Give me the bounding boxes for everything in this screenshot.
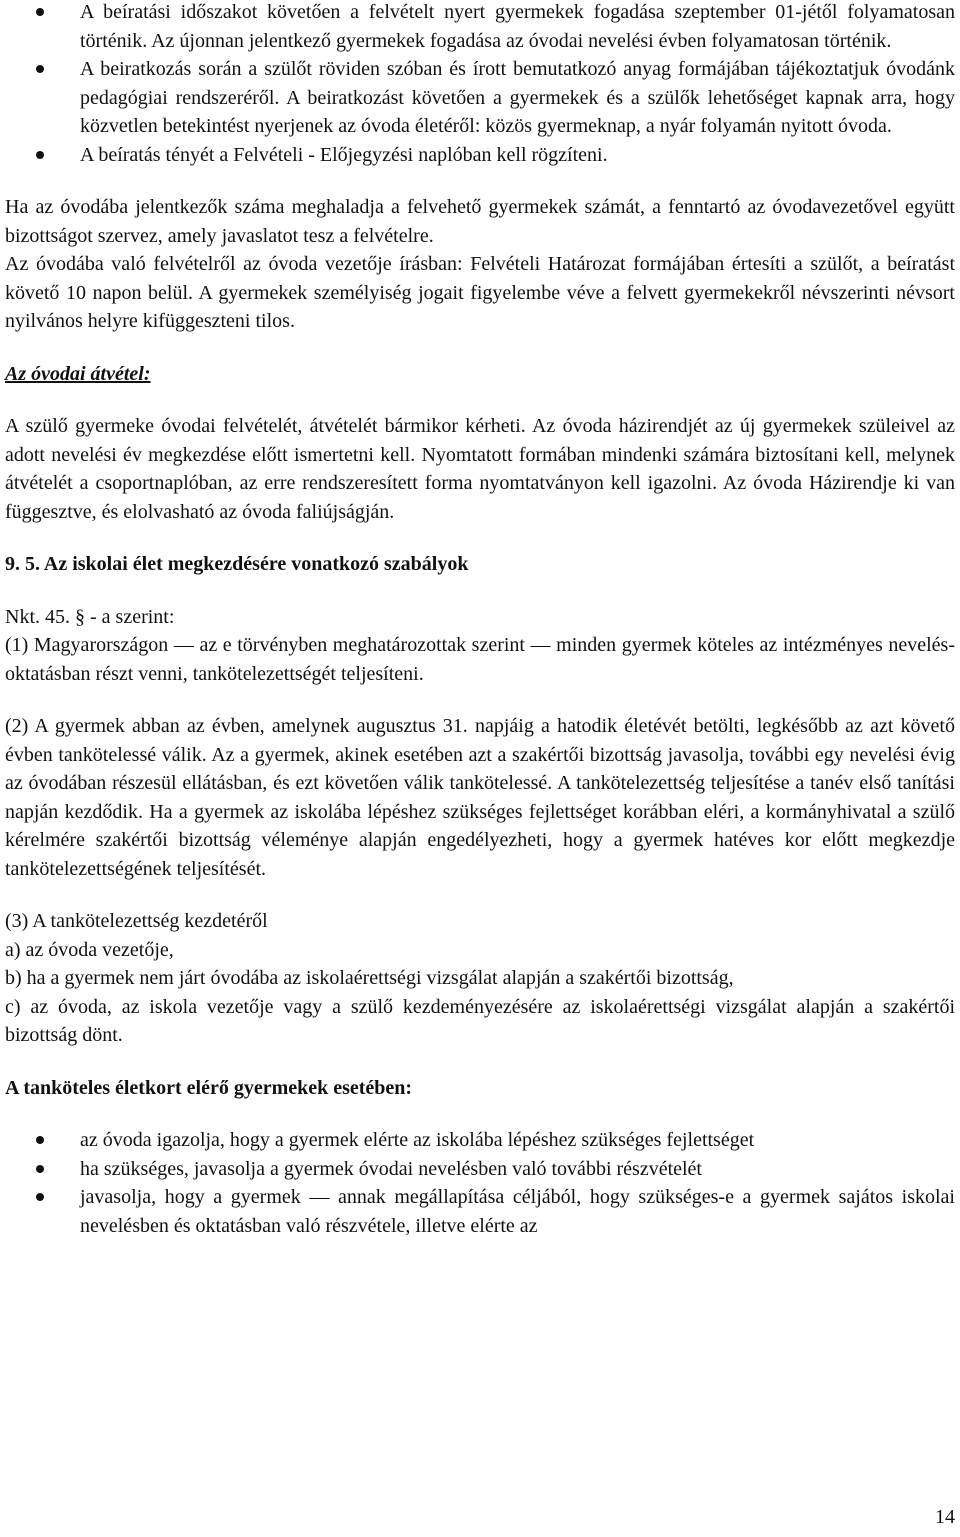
law-paragraph-1: (1) Magyarországon — az e törvényben meghatározottak szerint — minden gyermek köteles az intézményes nevelés-oktatásban részt venni, tankötelezettségét teljesíteni. bbox=[5, 634, 955, 685]
page-number: 14 bbox=[935, 1505, 955, 1528]
heading-transfer: Az óvodai átvétel: bbox=[5, 362, 151, 385]
paragraph-transfer: A szülő gyermeke óvodai felvételét, átvételét bármikor kérheti. Az óvoda házirendjét az új gyermekek szüleivel az adott nevelési év megkezdése előtt ismertetni kell. Nyomtatott formában mindenki számára biztosítani kell, melynek átvételét a csoportnaplóban, az erre rendszeresített forma nyomtatványon kell igazolni. Az óvoda Házirendje ki van függesztve, és elolvasható az óvoda faliújságján. bbox=[5, 415, 955, 523]
school-age-bullet-list bbox=[5, 1126, 955, 1240]
page-content bbox=[5, 0, 955, 1240]
paragraph-committee: Ha az óvodába jelentkezők száma meghaladja a felvehető gyermekek számát, a fenntartó az óvodavezetővel együtt bizottságot szervez, amely javaslatot tesz a felvételre. bbox=[5, 196, 955, 247]
bullet-icon bbox=[36, 1165, 44, 1173]
heading-school-age: A tanköteles életkort elérő gyermekek esetében: bbox=[5, 1076, 413, 1099]
law-paragraph-3-a: a) az óvoda vezetője, bbox=[5, 938, 174, 961]
law-paragraph-3-b: b) ha a gyermek nem járt óvodába az iskolaérettségi vizsgálat alapján a szakértői bizottság, bbox=[5, 967, 734, 989]
list-item-text: ha szükséges, javasolja a gyermek óvodai nevelésben való további részvételét bbox=[80, 1157, 702, 1180]
law-paragraph-3-c: c) az óvoda, az iskola vezetője vagy a szülő kezdeményezésére az iskolaérettségi vizsgálat alapján a szakértői bizottság dönt. bbox=[5, 995, 955, 1046]
list-item bbox=[5, 1155, 955, 1184]
law-reference: Nkt. 45. § - a szerint: bbox=[5, 605, 175, 628]
list-item bbox=[5, 0, 955, 55]
bullet-icon bbox=[36, 65, 44, 73]
bullet-icon bbox=[36, 8, 44, 16]
list-item bbox=[5, 1183, 955, 1240]
law-paragraph-2: (2) A gyermek abban az évben, amelynek augusztus 31. napjáig a hatodik életévét betölti, legkésőbb az azt követő évben tankötelessé válik. Az a gyermek, akinek esetében azt a szakértői bizottság javasolja, további egy nevelési évig az óvodában részesül ellátásban, és ezt követően válik tankötelessé. A tankötelezettség teljesítése a tanév első tanítási napján kezdődik. Ha a gyermek az iskolába lépéshez szükséges fejlettséget korábban eléri, a kormányhivatal a szülő kérelmére szakértői bizottság véleménye alapján engedélyezheti, hogy a gyermek hatéves kor előtt megkezdje tankötelezettségének teljesítését. bbox=[5, 715, 955, 880]
enrollment-bullet-list bbox=[5, 0, 955, 169]
list-item-text: A beiratkozás során a szülőt röviden szóban és írott bemutatkozó anyag formájában tájékoztatjuk óvodánk pedagógiai rendszeréről. A beiratkozást követően a gyermekek és a szülők lehetőséget kapnak arra, hogy közvetlen betekintést nyerjenek az óvoda életéről: közös gyermeknap, a nyár folyamán nyitott óvoda. bbox=[80, 58, 955, 137]
law-paragraph-3-title: (3) A tankötelezettség kezdetéről bbox=[5, 910, 268, 932]
list-item bbox=[5, 1126, 955, 1155]
list-item bbox=[5, 141, 955, 170]
list-item-text: A beíratási időszakot követően a felvételt nyert gyermekek fogadása szeptember 01-jétől folyamatosan történik. Az újonnan jelentkező gyermekek fogadása az óvodai nevelési évben folyamatosan történik. bbox=[80, 1, 955, 52]
section-title: 9. 5. Az iskolai élet megkezdésére vonatkozó szabályok bbox=[5, 553, 469, 575]
list-item-text: A beíratás tényét a Felvételi - Előjegyzési naplóban kell rögzíteni. bbox=[80, 143, 608, 166]
paragraph-notification: Az óvodába való felvételről az óvoda vezetője írásban: Felvételi Határozat formájában értesíti a szülőt, a beíratást követő 10 napon belül. A gyermekek személyiség jogait figyelembe véve a felvett gyermekekről névszerinti névsort nyilvános helyre kifüggeszteni tilos. bbox=[5, 253, 955, 332]
list-item-text: az óvoda igazolja, hogy a gyermek elérte az iskolába lépéshez szükséges fejlettséget bbox=[80, 1129, 755, 1151]
list-item bbox=[5, 55, 955, 141]
bullet-icon bbox=[36, 1136, 44, 1144]
bullet-icon bbox=[36, 151, 44, 159]
bullet-icon bbox=[36, 1193, 44, 1201]
list-item-text: javasolja, hogy a gyermek — annak megállapítása céljából, hogy szükséges-e a gyermek sajátos iskolai nevelésben és oktatásban való részvétele, illetve elérte az bbox=[80, 1186, 955, 1237]
